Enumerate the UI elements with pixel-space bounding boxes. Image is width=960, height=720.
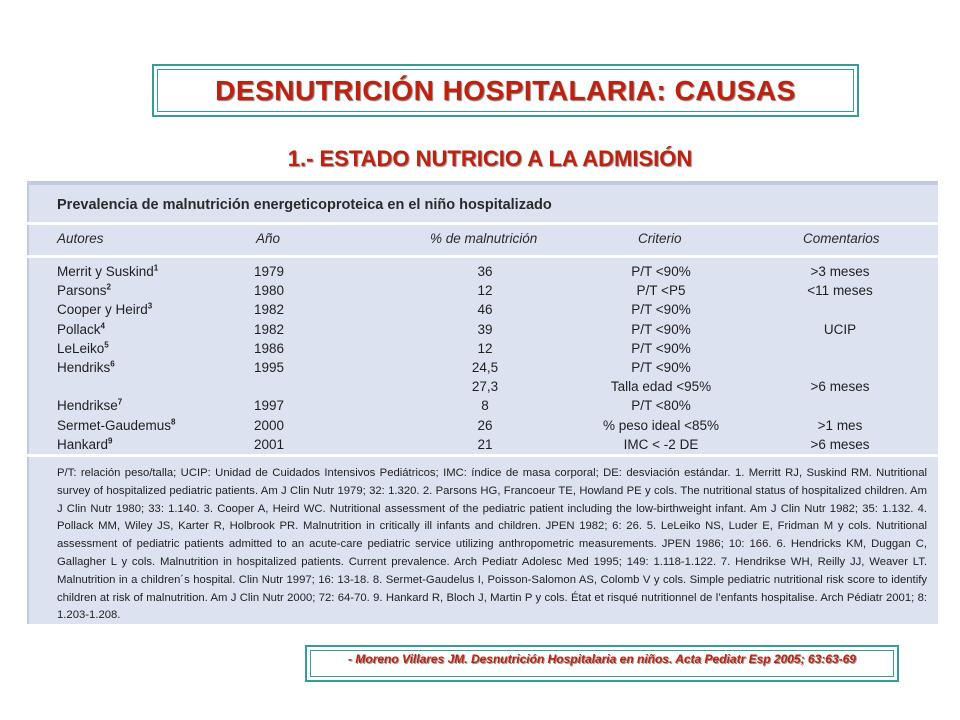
table-cell-pct: 21 (477, 436, 493, 452)
header-malnutricion: % de malnutrición (430, 231, 538, 246)
table-cell-author: Parsons$^2$ (57, 282, 111, 299)
table-cell-year: 2000 (253, 417, 285, 433)
table-cell-year: 1980 (253, 283, 285, 299)
table-cell-year: 1997 (253, 398, 285, 414)
table-cell-pct: 8 (481, 398, 489, 414)
table-cell-criterio: P/T <90% (631, 340, 691, 356)
table-cell-pct: 27,3 (471, 379, 499, 395)
table-cell-criterio: P/T <90% (631, 321, 691, 337)
table-divider (27, 222, 938, 225)
reference-number: 4 (100, 321, 105, 331)
table-divider (27, 454, 938, 457)
table-cell-criterio: Talla edad <95% (610, 379, 712, 395)
table-cell-comentario: >3 meses (810, 264, 870, 279)
header-ano: Año (256, 231, 281, 246)
table-cell-pct: 12 (477, 283, 493, 299)
table-cell-year: 1982 (253, 302, 285, 318)
table-cell-year: 1979 (253, 264, 285, 279)
table-cell-year: 1995 (253, 360, 285, 375)
citation-box (305, 645, 899, 682)
header-autores: Autores (57, 231, 104, 246)
table-cell-criterio: % peso ideal <85% (603, 417, 719, 433)
reference-number: 2 (106, 282, 111, 292)
table-cell-pct: 12 (477, 340, 493, 356)
table-cell-author: Hankard$^9$ (57, 436, 113, 452)
table-top-border (27, 181, 938, 185)
reference-number: 1 (153, 263, 159, 273)
table-cell-pct: 46 (477, 302, 493, 318)
table-cell-year: 2001 (253, 436, 285, 452)
table-cell-criterio: P/T <90% (631, 302, 691, 318)
table-cell-comentario: >1 mes (817, 417, 863, 433)
table-cell-author: Sermet-Gaudemus$^8$ (57, 417, 176, 433)
reference-number: 7 (117, 397, 123, 407)
table-cell-comentario: <11 meses (807, 283, 873, 299)
table-cell-author: LeLeiko$^5$ (57, 340, 109, 356)
table-cell-pct: 26 (477, 417, 493, 433)
table-cell-pct: 24,5 (471, 360, 499, 375)
table-cell-criterio: P/T <90% (631, 360, 691, 375)
reference-number: 9 (108, 436, 113, 446)
table-footnote: P/T: relación peso/talla; UCIP: Unidad de Cuidados Intensivos Pediátricos; IMC: índice de masa corporal; DE: desviación estándar. 1. Merritt RJ, Suskind RM. Nutritional survey of hospitalized pediatric patients. Am J Clin Nutr 1979; 32: 1.320. 2. Parsons HG, Francoeur TE, Howland PE y cols. The nutritional status of hospitalized children. Am J Clin Nutr 1980; 33: 1.140. 3. Cooper A, Heird WC. Nutritional assessment of the pediatric patient including the low-birthweight infant. Am J Clin Nutr 1982; 35: 1.132. 4. Pollack MM, Wiley JS, Karter R, Holbrook PR. Malnutrition in critically ill infants and children. JPEN 1982; 6: 26. 5. LeLeiko NS, Luder E, Fridman M y cols. Nutritional assessment of pediatric patients admitted to an acute-care pediatric service utilizing anthropometric measurements. JPEN 1986; 10: 166. 6. Hendricks KM, Duggan C, Gallagher L y cols. Malnutrition in hospitalized patients. Current prevalence. Arch Pediatr Adolesc Med 1995; 149: 1.118-1.122. 7. Hendrikse WH, Reilly JJ, Weaver LT. Malnutrition in a children´s hospital. Clin Nutr 1997; 16: 13-18. 8. Sermet-Gaudelus I, Poisson-Salomon AS, Colomb V y cols. Simple pediatric nutritional risk score to identify children at risk of malnutrition. Am J Clin Nutr 2000; 72: 64-70. 9. Hankard R, Bloch J, Martin P y cols. État et risqué nutritionnel de l’enfants hospitalise. Arch Pédiatr 2001; 8: 1.203-1.208. (57, 467, 927, 622)
table-cell-author: Hendriks$^6$ (57, 359, 115, 375)
table-cell-pct: 39 (477, 321, 493, 337)
slide-title-box (152, 64, 859, 117)
table-cell-criterio: P/T <80% (631, 398, 691, 414)
table-cell-comentario: UCIP (823, 321, 857, 337)
reference-number: 8 (171, 417, 176, 427)
prevalence-table (27, 181, 938, 624)
reference-number: 6 (110, 359, 115, 369)
slide-title: DESNUTRICIÓN HOSPITALARIA: CAUSAS (215, 74, 796, 106)
reference-number: 5 (104, 340, 109, 350)
table-cell-comentario: >6 meses (810, 379, 870, 395)
header-criterio: Criterio (638, 231, 682, 246)
table-cell-year: 1986 (253, 340, 285, 356)
table-divider (27, 255, 938, 258)
table-cell-author: Merrit y Suskind$^1$ (57, 263, 159, 279)
table-cell-pct: 36 (477, 264, 493, 279)
slide-subtitle: 1.- ESTADO NUTRICIO A LA ADMISIÓN (287, 146, 693, 171)
header-comentarios: Comentarios (803, 231, 880, 246)
table-cell-author: Pollack$^4$ (57, 321, 105, 337)
table-left-border (27, 181, 29, 624)
table-cell-author: Hendrikse$^7$ (57, 397, 123, 414)
table-cell-year: 1982 (253, 321, 285, 337)
table-cell-criterio: P/T <90% (631, 264, 691, 279)
table-cell-criterio: P/T <P5 (636, 283, 686, 299)
table-cell-author: Cooper y Heird$^3$ (57, 301, 153, 318)
reference-number: 3 (147, 301, 153, 311)
citation-text: - Moreno Villares JM. Desnutrición Hospitalaria en niños. Acta Pediatr Esp 2005; 63:63-69 (348, 651, 856, 666)
table-cell-criterio: IMC < -2 DE (623, 436, 699, 452)
table-title: Prevalencia de malnutrición energeticoproteica en el niño hospitalizado (57, 197, 552, 213)
table-cell-comentario: >6 meses (810, 436, 870, 452)
